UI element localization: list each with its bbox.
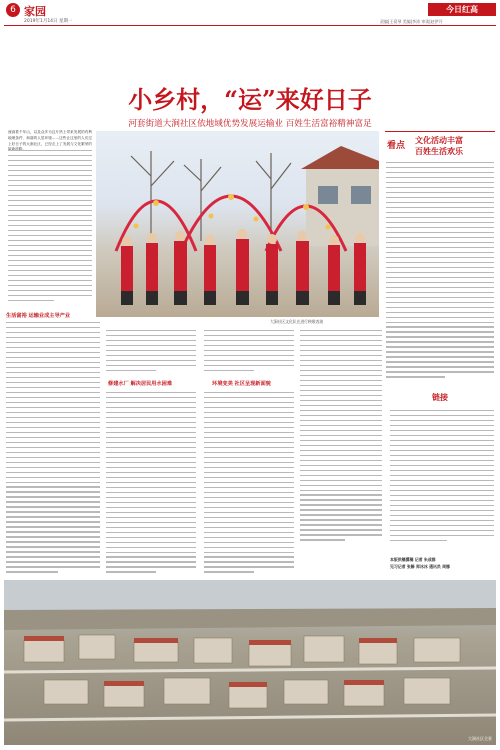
aerial-caption: 大涧社区全景 <box>468 736 492 741</box>
section-title: 家园 <box>24 5 46 18</box>
footer-credit-1: 本版供稿撰稿 记者 朱成群 <box>390 557 436 562</box>
link-title: 链接 <box>432 393 448 402</box>
page-header <box>0 0 500 26</box>
dance-photo <box>96 131 379 317</box>
highlight-box <box>385 131 495 159</box>
date-line: 2019年1月14日 星期一 <box>24 19 73 24</box>
photo-caption: 大涧社区文化队在进行秧歌表演 <box>270 319 324 324</box>
article-subtitle: 河套街道大涧社区依地域优势发展运输业 百姓生活富裕精神富足 <box>128 119 372 129</box>
column-3-text-top <box>204 330 294 375</box>
footer-credit-2: 见习记者 张静 郑冰冰 通讯员 周娜 <box>390 564 450 569</box>
page-number-badge <box>6 3 20 17</box>
highlight-title-2: 百姓生活欢乐 <box>415 147 463 156</box>
column-2-text <box>106 392 196 574</box>
aerial-photo <box>4 580 496 745</box>
dance-scene <box>96 131 379 317</box>
header-rule <box>4 25 496 26</box>
column-4-text <box>300 330 382 574</box>
highlight-title-1: 文化活动丰富 <box>415 136 463 145</box>
intro-lines <box>8 150 92 308</box>
aerial-scene <box>4 580 496 745</box>
section-heading-2: 修建水厂 解决居民用水困难 <box>108 381 173 387</box>
sidebar-text <box>386 162 494 380</box>
article-title: 小乡村，“运”来好日子 <box>128 85 372 114</box>
link-text <box>390 410 494 550</box>
page-number: 6 <box>10 5 16 15</box>
section-heading-3: 环境变美 社区呈现新面貌 <box>212 381 271 387</box>
column-1-text <box>6 322 100 574</box>
column-3-text <box>204 392 294 574</box>
column-2-text-top <box>106 330 196 375</box>
intro-text: 流淌着千年山，以及众多为这片热土带来发展的有利地理条件、和谐的人居环境……这些让这里的人们过上好日子的大涧社区，已经走上了发展与文化繁荣的 <box>8 130 92 146</box>
masthead: 今日红高 <box>428 3 496 16</box>
credits: 责编|王爱琴 美编|李涛 审读|赵伊开 <box>380 19 443 24</box>
highlight-label: 看点 <box>387 141 406 151</box>
section-heading-1: 生活富裕 运输业成主导产业 <box>6 313 71 319</box>
